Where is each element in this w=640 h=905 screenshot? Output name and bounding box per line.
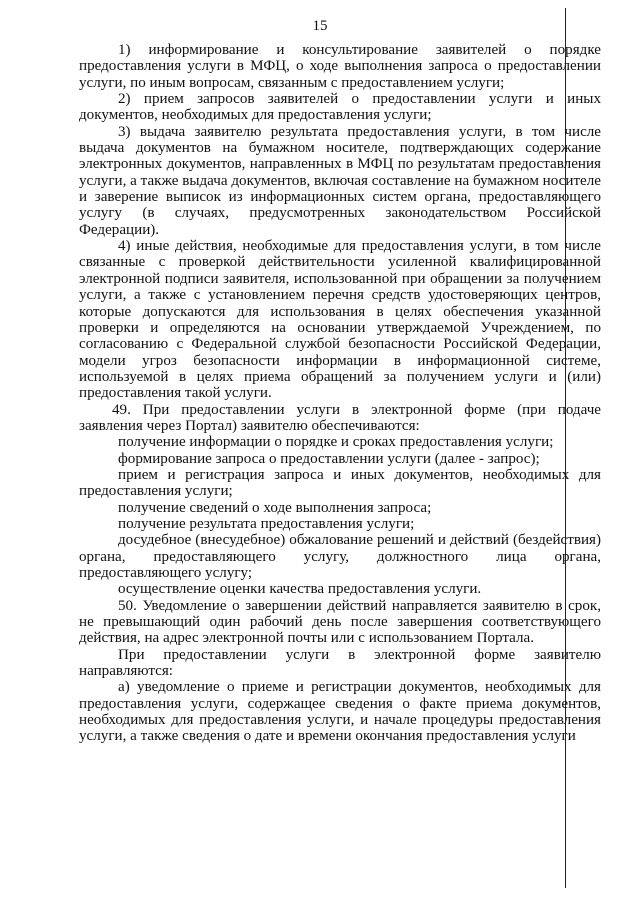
list-item: осуществление оценки качества предоставления услуги. — [118, 581, 482, 598]
paragraph-clause-49: 49. При предоставлении услуги в электронной форме (при подаче заявления через Портал) заявителю обеспечиваются: — [79, 401, 601, 434]
document-body — [79, 42, 601, 745]
page-number: 15 — [312, 18, 328, 34]
paragraph-electronic-notice: При предоставлении услуги в электронной форме заявителю направляются: — [79, 646, 601, 680]
list-item: прием и регистрация запроса и иных документов, необходимых для предоставления услуги; — [79, 466, 601, 500]
list-item: получение результата предоставления услуги; — [118, 515, 415, 532]
paragraph-item-3: 3) выдача заявителю результата предоставления услуги, в том числе выдача документов на бумажном носителе, подтверждающих содержание электронных документов, направленных в МФЦ по результатам предоставления услуги, а также выдача документов, включая составление на бумажном носителе и заверение выписок из информационных систем органа, предоставляющего услугу (в случаях, предусмотренных законодательством Российской Федерации). — [79, 123, 601, 238]
paragraph-clause-50: 50. Уведомление о завершении действий направляется заявителю в срок, не превышающий один рабочий день после завершения соответствующего действия, на адрес электронной почты или с использованием Портала. — [79, 597, 601, 647]
list-item: получение сведений о ходе выполнения запроса; — [118, 499, 432, 516]
paragraph-item-4: 4) иные действия, необходимые для предоставления услуги, в том числе связанные с проверкой действительности усиленной квалифицированной электронной подписи заявителя, использованной при обращении за получением услуги, а также с установлением перечня средств удостоверяющих центров, которые допускаются для использования в целях обеспечения указанной проверки и определяются на основании утверждаемой Учреждением, по согласованию с Федеральной службой безопасности Российской Федерации, модели угроз безопасности информации в информационной системе, используемой в целях приема обращений за получением услуги и (или) предоставления такой услуги. — [79, 238, 601, 402]
paragraph-item-2: 2) прием запросов заявителей о предоставлении услуги и иных документов, необходимых для предоставления услуги; — [79, 91, 601, 124]
list-item: досудебное (внесудебное) обжалование решений и действий (бездействия) органа, предоставляющего услугу, должностного лица органа, предоставляющего услугу; — [79, 532, 601, 581]
paragraph-item-a: а) уведомление о приеме и регистрации документов, необходимых для предоставления услуги, содержащее сведения о факте приема документов, необходимых для предоставления услуги, и начале процедуры предоставления услуги, а также сведения о дате и времени окончания предоставления услуги — [79, 679, 601, 745]
list-item: формирование запроса о предоставлении услуги (далее - запрос); — [118, 450, 540, 467]
paragraph-item-1: 1) информирование и консультирование заявителей о порядке предоставления услуги в МФЦ, о ходе выполнения запроса о предоставлении услуги, по иным вопросам, связанным с предоставлением услуги; — [79, 42, 601, 91]
list-item: получение информации о порядке и сроках предоставления услуги; — [118, 434, 554, 451]
